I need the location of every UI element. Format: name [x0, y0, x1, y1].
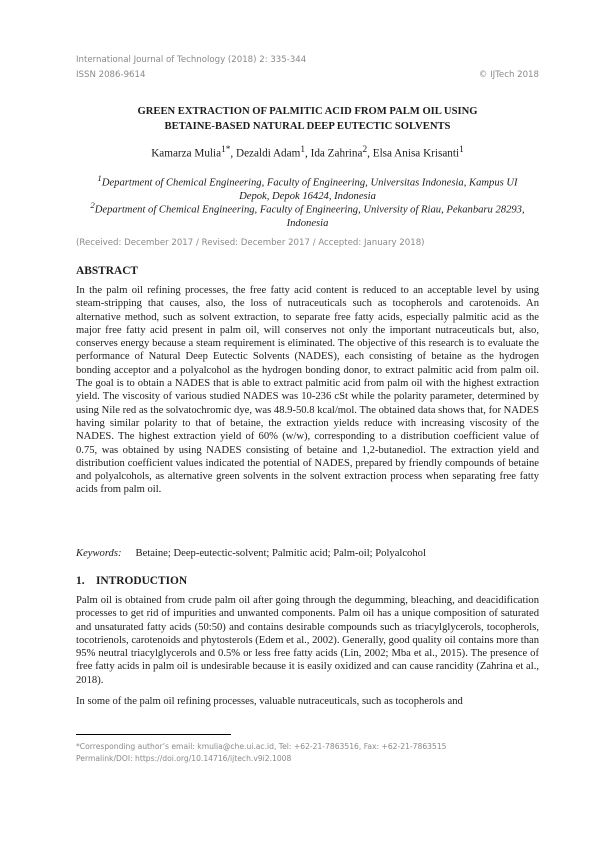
- title-line-2: BETAINE-BASED NATURAL DEEP EUTECTIC SOLVENTS: [164, 121, 451, 132]
- corresponding-author-footnote: *Corresponding author’s email: kmulia@che.ui.ac.id, Tel: +62-21-7863516, Fax: +62-21-7863515: [76, 742, 447, 751]
- received-dates: (Received: December 2017 / Revised: December 2017 / Accepted: January 2018): [76, 238, 425, 248]
- issn-text: ISSN 2086-9614: [76, 70, 146, 80]
- abstract-heading: ABSTRACT: [76, 265, 139, 277]
- author-3-affiliation: 2: [362, 145, 368, 155]
- author-2-affiliation: 1: [300, 145, 305, 155]
- keywords-text: Betaine; Deep-eutectic-solvent; Palmitic acid; Palm-oil; Polyalcohol: [135, 548, 426, 559]
- author-4: Elsa Anisa Krisanti: [372, 147, 460, 160]
- paper-title: [76, 104, 539, 134]
- author-separator: ,: [305, 147, 311, 160]
- permalink-footnote: Permalink/DOI: https://doi.org/10.14716/ijtech.v9i2.1008: [76, 754, 292, 763]
- author-3: Ida Zahrina: [310, 147, 363, 160]
- affiliation-2-line-2: Indonesia: [286, 217, 329, 229]
- author-separator: ,: [367, 147, 373, 160]
- author-2: Dezaldi Adam: [236, 147, 301, 160]
- affiliation-1-line-1: Department of Chemical Engineering, Faculty of Engineering, Universitas Indonesia, Kampus UI: [101, 177, 518, 189]
- journal-citation-text: International Journal of Technology (2018) 2: 335-344: [76, 55, 307, 65]
- issn-line: [76, 70, 539, 80]
- footnote-divider: [76, 734, 231, 735]
- affiliation-1-line-2: Depok, Depok 16424, Indonesia: [239, 190, 376, 202]
- affiliation-1-number: 1: [97, 173, 102, 183]
- author-4-affiliation: 1: [459, 145, 464, 155]
- section-number: 1.: [76, 575, 85, 587]
- author-1: Kamarza Mulia: [151, 147, 222, 160]
- introduction-paragraph-1: Palm oil is obtained from crude palm oil after going through the degumming, bleaching, and deacidification processes to get rid of impurities and unwanted components. Palm oil has a unique composition of saturated and unsaturated fatty acids (50:50) and contains desirable compounds such as triacylglycerols, tocopherols, tocotrienols, carotenoids and phytosterols (Edem et al., 2002). Generally, good quality oil contains more than 95% neutral triacylglycerols and 0.5% or less free fatty acids (Lin, 2002; Mba et al., 2015). The presence of free fatty acids in palm oil is undesirable because it is easily oxidized and can cause rancidity (Zahrina et al., 2018).: [76, 595, 539, 686]
- introduction-heading: [76, 575, 187, 587]
- affiliation-2: [76, 199, 539, 230]
- author-separator: ,: [230, 147, 237, 160]
- title-line-1: GREEN EXTRACTION OF PALMITIC ACID FROM PALM OIL USING: [137, 106, 478, 117]
- abstract-text: In the palm oil refining processes, the free fatty acid content is reduced to an acceptable level by using steam-stripping that causes, also, the loss of nutraceuticals such as tocopherols and carotenoids. An alternative method, such as solvent extraction, to separate free fatty acids, especially palmitic acid as the major free fatty acid present in palm oil, will conserves not only the important nutraceuticals but, also, conserves energy because a steam requirement is eliminated. The objective of this research is to evaluate the performance of Natural Deep Eutectic Solvents (NADES), each consisting of betaine as the hydrogen bonding acceptor and a polyalcohol as the hydrogen bonding donor, to extract palmitic acid from palm oil. The goal is to obtain a NADES that is able to extract palmitic acid from palm oil with the highest extraction yield. The viscosity of various studied NADES was 10-236 cSt while the polarity parameter, determined by using Nile red as the solvatochromic dye, was 48.9-50.8 kcal/mol. The obtained data shows that, for NADES having similar polarity to that of betaine, the extraction yields reduce with increasing viscosity of the NADES. The highest extraction yield of 60% (w/w), corresponding to a distribution coefficient value of 0.75, was obtained by using NADES consisting of betaine and 1,2-butanediol. The extraction yield and distribution coefficient values indicated the potential of NADES, prepared by friendly compounds of betaine and polyalcohols, as alternative green solvents in the solvent extraction process when separating free fatty acids from palm oil.: [76, 285, 539, 496]
- affiliation-1: [76, 172, 539, 203]
- journal-citation: [76, 55, 539, 65]
- author-list: [76, 145, 539, 160]
- copyright-text: © IJTech 2018: [478, 70, 539, 80]
- author-1-affiliation: 1*: [221, 145, 231, 155]
- affiliation-2-line-1: Department of Chemical Engineering, Faculty of Engineering, University of Riau, Pekanbaru 28293,: [94, 204, 525, 216]
- introduction-paragraph-2: In some of the palm oil refining processes, valuable nutraceuticals, such as tocopherols and: [76, 696, 463, 707]
- affiliation-2-number: 2: [90, 200, 95, 210]
- section-title: INTRODUCTION: [96, 575, 188, 587]
- keywords-line: [76, 548, 539, 559]
- keywords-label: Keywords:: [76, 548, 122, 559]
